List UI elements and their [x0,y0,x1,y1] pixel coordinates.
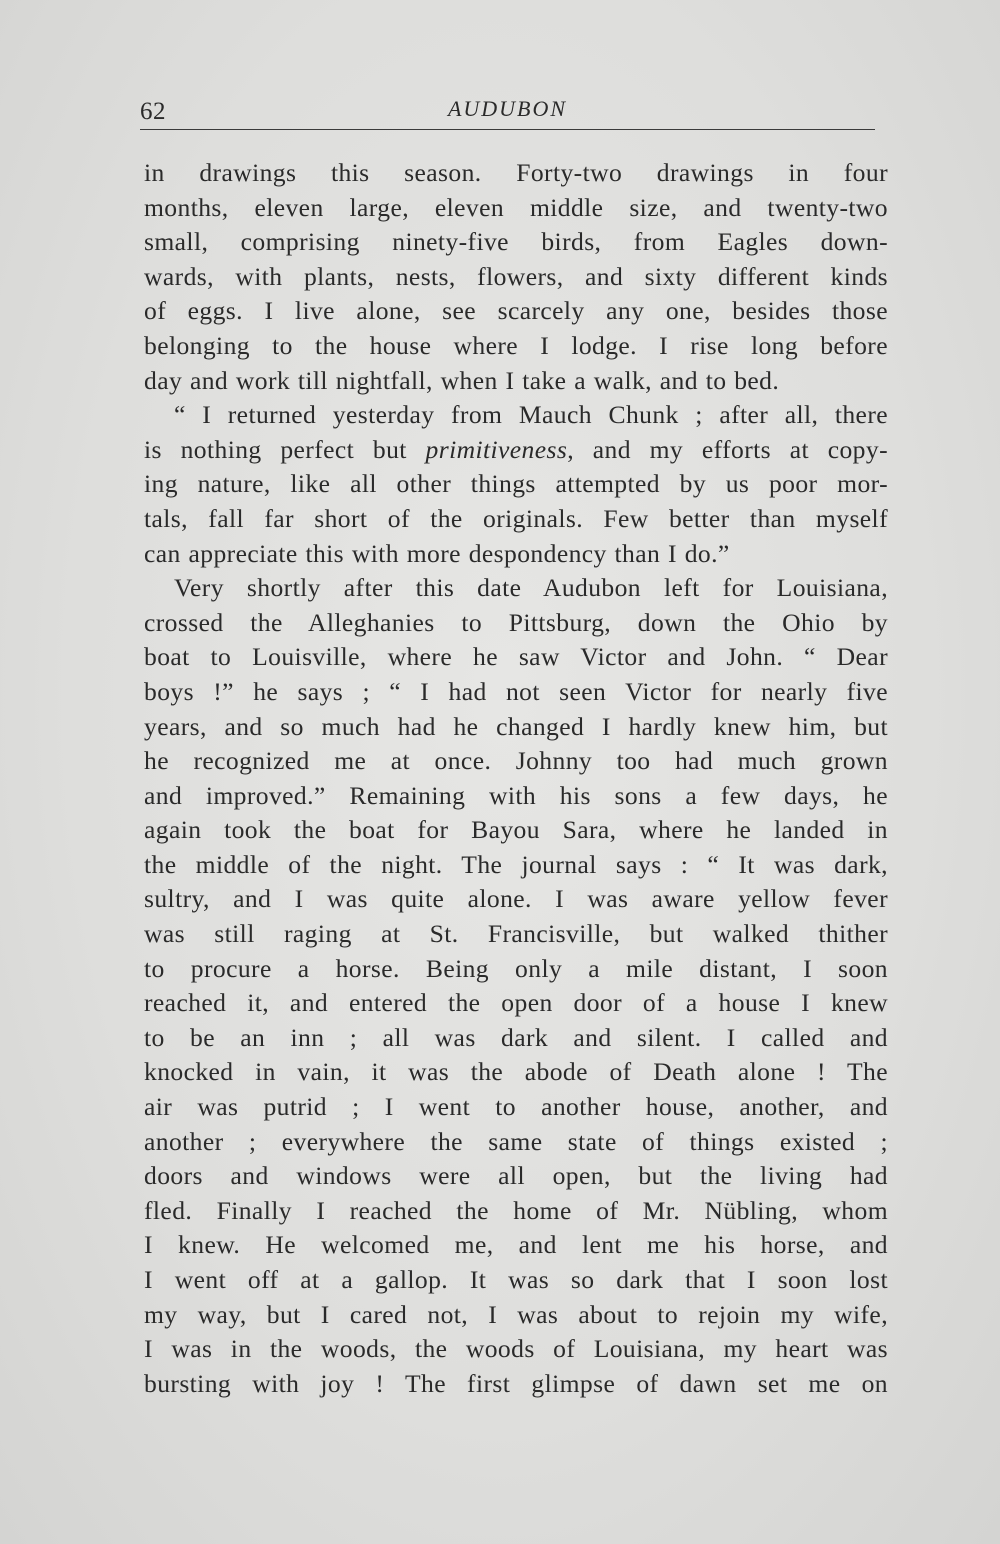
text-line: day and work till nightfall, when I take a walk, and to bed. [144,365,780,395]
paragraph [144,571,888,1401]
text-line: years, and so much had he changed I hardly knew him, but [144,711,888,741]
text-line: I went off at a gallop. It was so dark that I soon lost [144,1265,888,1294]
text-line: fled. Finally I reached the home of Mr. Nübling, whom [144,1195,888,1225]
text-line: can appreciate this with more despondency than I do.” [144,538,730,568]
text-line: doors and windows were all open, but the living had [144,1161,888,1191]
text-line: air was putrid ; I went to another house, another, and [144,1092,888,1122]
text-line: “ I returned yesterday from Mauch Chunk ; after all, there [174,400,888,430]
page-header [140,92,875,132]
text-line: boys !” he says ; “ I had not seen Victor for nearly five [144,676,888,706]
text-line: months, eleven large, eleven middle size, and twenty-two [144,192,888,222]
text-line: again took the boat for Bayou Sara, where he landed in [144,815,888,845]
text-line: boat to Louisville, where he saw Victor and John. “ Dear [144,642,888,672]
text-line: belonging to the house where I lodge. I rise long before [144,330,888,360]
text-line: is nothing perfect but primitiveness, and my efforts at copy- [144,434,888,464]
text-line: sultry, and I was quite alone. I was aware yellow fever [144,884,888,914]
italic-text: primitiveness [425,434,568,464]
text-line: Very shortly after this date Audubon left for Louisiana, [174,573,888,603]
text-line: small, comprising ninety-five birds, from Eagles down- [144,227,888,257]
text-line: he recognized me at once. Johnny too had much grown [144,746,888,776]
paragraph [144,156,888,398]
page-number: 62 [140,98,166,125]
text-line: my way, but I cared not, I was about to rejoin my wife, [144,1299,888,1329]
text-line: in drawings this season. Forty-two drawings in four [144,158,888,187]
header-rule [140,129,875,130]
text-line: was still raging at St. Francisville, but walked thither [144,919,888,949]
text-line: of eggs. I live alone, see scarcely any one, besides those [144,296,888,326]
body-text [144,156,888,1401]
paragraph [144,398,888,571]
text-line: I was in the woods, the woods of Louisiana, my heart was [144,1334,888,1364]
running-head: AUDUBON [447,96,568,121]
text-line: another ; everywhere the same state of things existed ; [144,1126,888,1156]
text-line: the middle of the night. The journal says : “ It was dark, [144,849,888,879]
text-line: ing nature, like all other things attempted by us poor mor- [144,469,888,499]
text-line: crossed the Alleghanies to Pittsburg, down the Ohio by [144,607,888,637]
text-line: to be an inn ; all was dark and silent. I called and [144,1022,888,1052]
text-line: wards, with plants, nests, flowers, and sixty different kinds [144,261,888,291]
text-line: bursting with joy ! The first glimpse of dawn set me on [144,1368,888,1398]
text-line: and improved.” Remaining with his sons a few days, he [144,780,888,810]
text-line: knocked in vain, it was the abode of Death alone ! The [144,1057,888,1087]
text-line: reached it, and entered the open door of a house I knew [144,988,888,1018]
text-line: tals, fall far short of the originals. Few better than myself [144,503,888,533]
text-line: I knew. He welcomed me, and lent me his horse, and [144,1230,888,1260]
text-line: to procure a horse. Being only a mile distant, I soon [144,953,888,983]
